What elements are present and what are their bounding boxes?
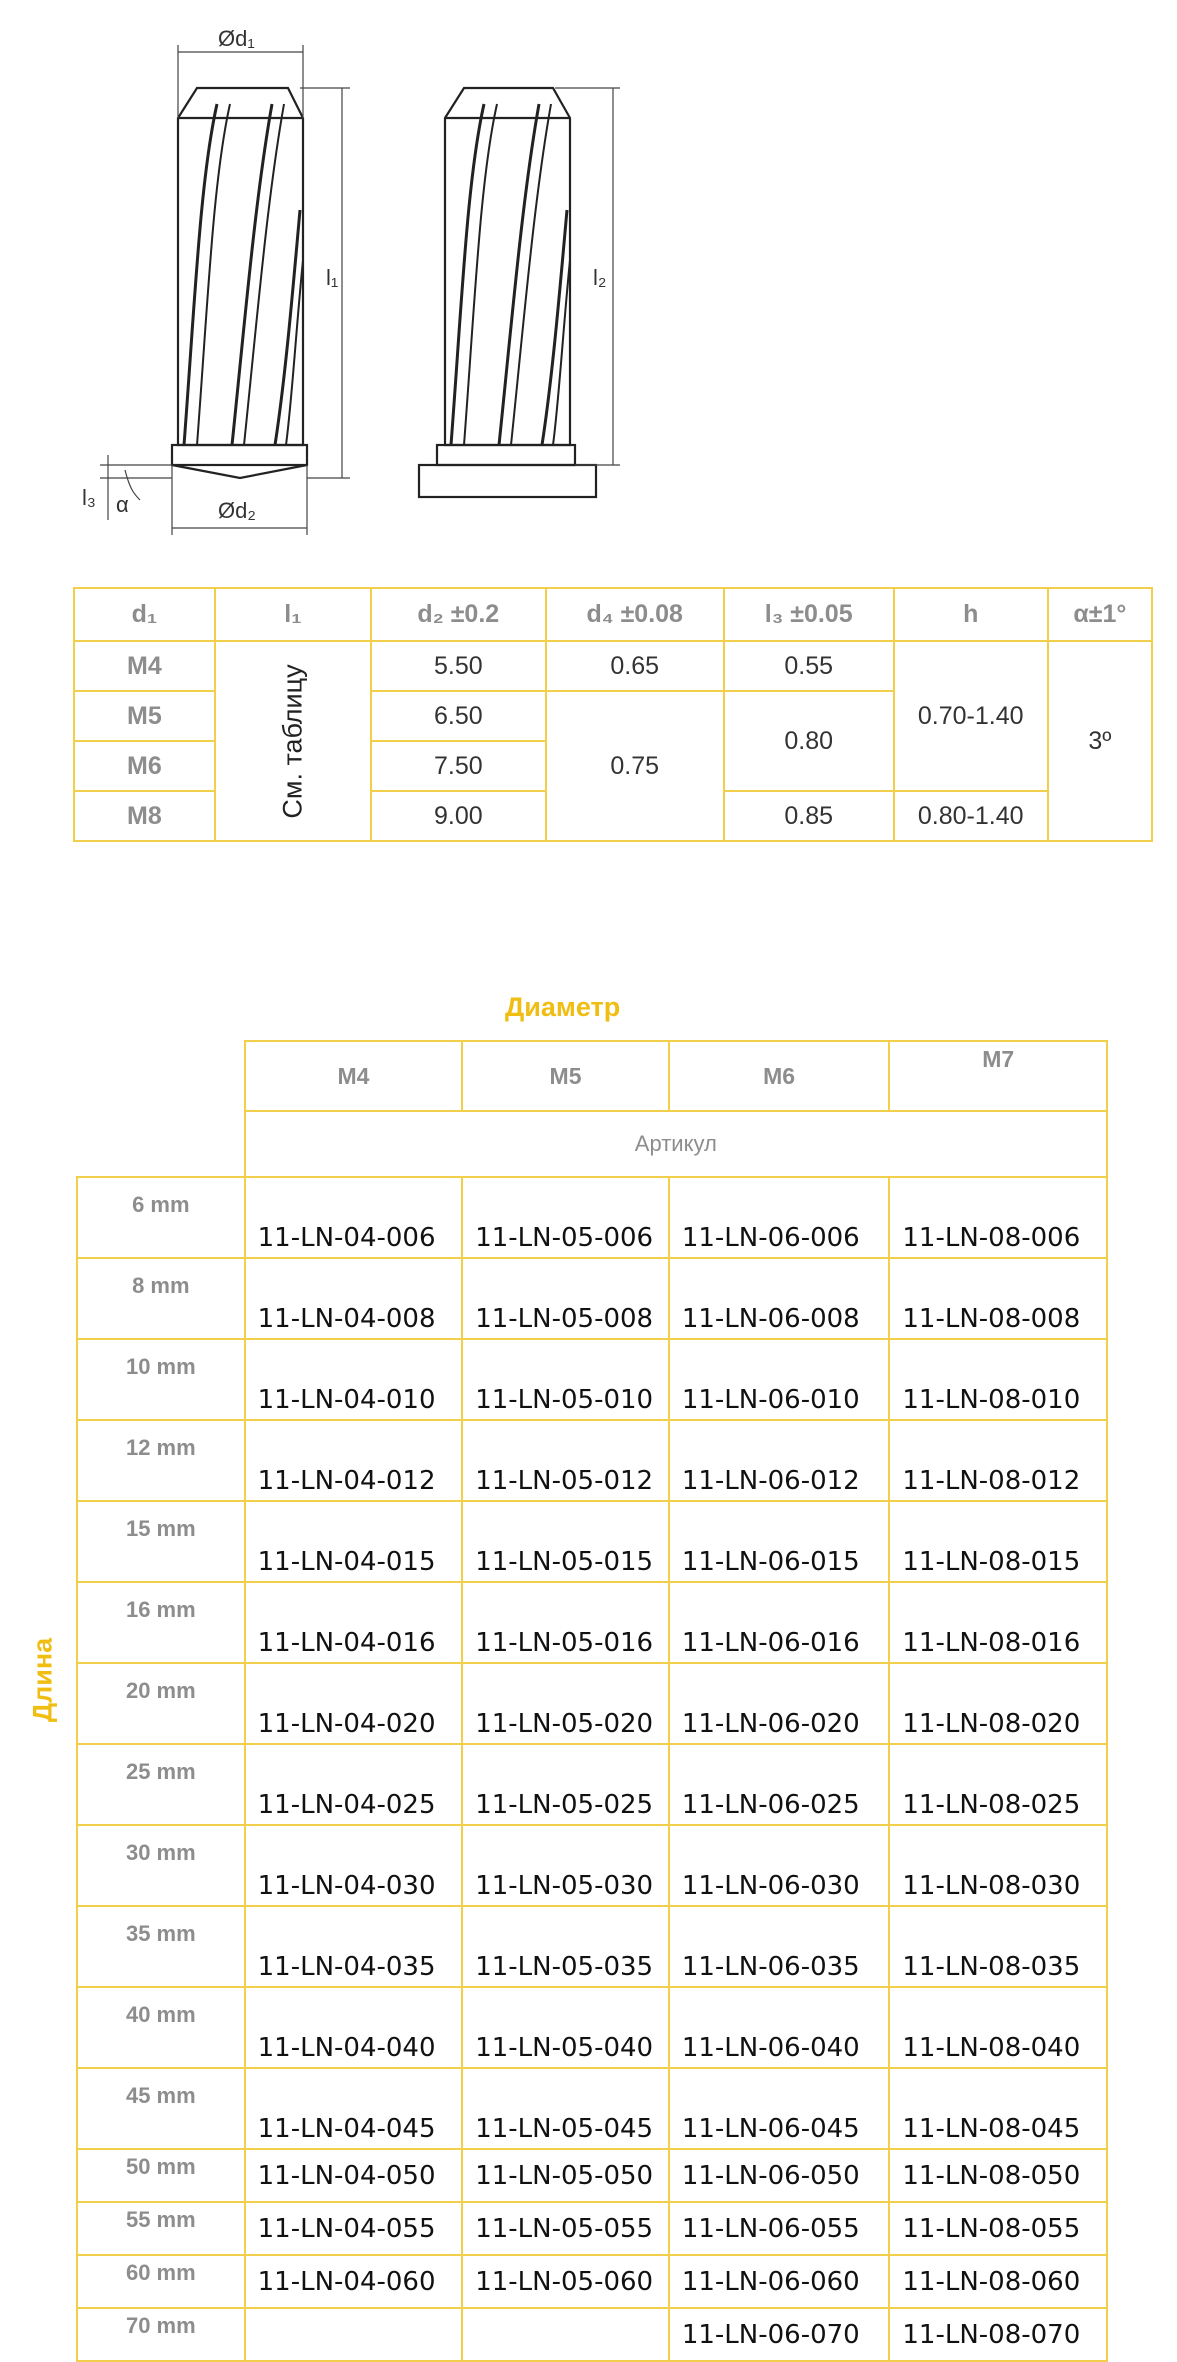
article-code: 11-LN-04-060 — [245, 2255, 463, 2308]
table-row — [77, 1177, 1107, 1258]
spec-header: l₃ ±0.05 — [724, 588, 894, 641]
length-label: 25 mm — [77, 1744, 245, 1825]
spec-h: 0.70-1.40 — [894, 641, 1048, 791]
article-label-row — [77, 1111, 1107, 1177]
table-row — [77, 1501, 1107, 1582]
article-code: 11-LN-06-006 — [669, 1177, 890, 1258]
length-label: 60 mm — [77, 2255, 245, 2308]
spec-row-label: M6 — [74, 741, 215, 791]
length-label: 55 mm — [77, 2202, 245, 2255]
spec-l1-cell — [215, 641, 371, 841]
technical-drawing — [0, 0, 1177, 560]
article-code: 11-LN-06-012 — [669, 1420, 890, 1501]
length-title: Длина — [27, 1637, 58, 1723]
article-code: 11-LN-05-025 — [462, 1744, 669, 1825]
length-label: 40 mm — [77, 1987, 245, 2068]
column-header: M5 — [462, 1041, 669, 1111]
table-row — [77, 1744, 1107, 1825]
corner-cell — [77, 1041, 245, 1111]
article-code: 11-LN-04-055 — [245, 2202, 463, 2255]
article-code: 11-LN-08-015 — [889, 1501, 1107, 1582]
spec-h: 0.80-1.40 — [894, 791, 1048, 841]
article-code: 11-LN-05-020 — [462, 1663, 669, 1744]
spec-row-label: M4 — [74, 641, 215, 691]
corner-cell — [77, 1111, 245, 1177]
article-code: 11-LN-06-055 — [669, 2202, 890, 2255]
article-code: 11-LN-05-045 — [462, 2068, 669, 2149]
article-code: 11-LN-04-030 — [245, 1825, 463, 1906]
article-table — [76, 1040, 1108, 2362]
spec-d2: 9.00 — [371, 791, 546, 841]
table-row — [77, 1663, 1107, 1744]
article-code: 11-LN-05-006 — [462, 1177, 669, 1258]
article-code: 11-LN-06-040 — [669, 1987, 890, 2068]
article-code: 11-LN-05-060 — [462, 2255, 669, 2308]
spec-row — [74, 641, 1152, 691]
diameter-title: Диаметр — [505, 992, 621, 1022]
article-code: 11-LN-04-015 — [245, 1501, 463, 1582]
spec-header: l₁ — [215, 588, 371, 641]
article-code — [462, 2308, 669, 2361]
article-code: 11-LN-05-035 — [462, 1906, 669, 1987]
article-code: 11-LN-04-040 — [245, 1987, 463, 2068]
l1-label: l₁ — [326, 265, 339, 290]
article-code: 11-LN-08-045 — [889, 2068, 1107, 2149]
article-code: 11-LN-08-040 — [889, 1987, 1107, 2068]
spec-d2: 5.50 — [371, 641, 546, 691]
article-code: 11-LN-04-006 — [245, 1177, 463, 1258]
article-code: 11-LN-08-025 — [889, 1744, 1107, 1825]
spec-d2: 7.50 — [371, 741, 546, 791]
article-code: 11-LN-06-045 — [669, 2068, 890, 2149]
l3-label: l₃ — [82, 485, 96, 510]
table-row — [77, 1420, 1107, 1501]
spec-row-label: M8 — [74, 791, 215, 841]
article-code: 11-LN-04-008 — [245, 1258, 463, 1339]
article-code: 11-LN-05-012 — [462, 1420, 669, 1501]
article-code: 11-LN-06-015 — [669, 1501, 890, 1582]
right-insert-base — [419, 465, 596, 497]
alpha-label: α — [116, 492, 129, 517]
length-label: 20 mm — [77, 1663, 245, 1744]
article-code: 11-LN-04-035 — [245, 1906, 463, 1987]
length-label: 15 mm — [77, 1501, 245, 1582]
d2-label: Ød₂ — [218, 498, 256, 523]
table-row — [77, 2149, 1107, 2202]
article-code: 11-LN-05-030 — [462, 1825, 669, 1906]
length-label: 12 mm — [77, 1420, 245, 1501]
article-code: 11-LN-06-060 — [669, 2255, 890, 2308]
length-label: 50 mm — [77, 2149, 245, 2202]
length-label: 70 mm — [77, 2308, 245, 2361]
article-code: 11-LN-06-050 — [669, 2149, 890, 2202]
spec-header: α±1° — [1048, 588, 1152, 641]
article-code: 11-LN-05-010 — [462, 1339, 669, 1420]
spec-l3: 0.55 — [724, 641, 894, 691]
article-code: 11-LN-05-040 — [462, 1987, 669, 2068]
spec-table — [73, 587, 1153, 842]
table-row — [77, 1582, 1107, 1663]
article-code: 11-LN-04-020 — [245, 1663, 463, 1744]
article-code: 11-LN-05-015 — [462, 1501, 669, 1582]
article-code: 11-LN-04-050 — [245, 2149, 463, 2202]
l2-label: l₂ — [593, 265, 607, 290]
article-code: 11-LN-04-025 — [245, 1744, 463, 1825]
article-code: 11-LN-06-035 — [669, 1906, 890, 1987]
spec-alpha: 3º — [1048, 641, 1152, 841]
spec-row-label: M5 — [74, 691, 215, 741]
article-code: 11-LN-06-025 — [669, 1744, 890, 1825]
article-code: 11-LN-08-008 — [889, 1258, 1107, 1339]
article-code: 11-LN-06-030 — [669, 1825, 890, 1906]
article-label: Артикул — [245, 1111, 1107, 1177]
spec-header: d₁ — [74, 588, 215, 641]
length-label: 10 mm — [77, 1339, 245, 1420]
article-code: 11-LN-08-060 — [889, 2255, 1107, 2308]
spec-l1-note: См. таблицу — [277, 663, 308, 819]
article-code: 11-LN-08-050 — [889, 2149, 1107, 2202]
article-code: 11-LN-05-016 — [462, 1582, 669, 1663]
table-row — [77, 2068, 1107, 2149]
spec-l3: 0.85 — [724, 791, 894, 841]
article-code: 11-LN-06-016 — [669, 1582, 890, 1663]
article-code: 11-LN-04-012 — [245, 1420, 463, 1501]
column-header: M7 — [889, 1041, 1107, 1111]
length-label: 45 mm — [77, 2068, 245, 2149]
table-row — [77, 1987, 1107, 2068]
article-code: 11-LN-08-016 — [889, 1582, 1107, 1663]
table-row — [77, 2255, 1107, 2308]
article-code: 11-LN-08-055 — [889, 2202, 1107, 2255]
column-header: M6 — [669, 1041, 890, 1111]
spec-header-row — [74, 588, 1152, 641]
length-label: 8 mm — [77, 1258, 245, 1339]
article-code: 11-LN-06-020 — [669, 1663, 890, 1744]
article-code — [245, 2308, 463, 2361]
article-code: 11-LN-06-010 — [669, 1339, 890, 1420]
length-label: 30 mm — [77, 1825, 245, 1906]
spec-header: d₂ ±0.2 — [371, 588, 546, 641]
article-code: 11-LN-05-008 — [462, 1258, 669, 1339]
article-code: 11-LN-05-055 — [462, 2202, 669, 2255]
d1-label: Ød₁ — [218, 26, 255, 51]
article-code: 11-LN-04-045 — [245, 2068, 463, 2149]
right-insert-collar — [437, 445, 575, 465]
table-row — [77, 1339, 1107, 1420]
spec-d2: 6.50 — [371, 691, 546, 741]
spec-d4: 0.75 — [546, 691, 724, 841]
left-insert-flange — [172, 445, 307, 465]
article-code: 11-LN-04-010 — [245, 1339, 463, 1420]
length-label: 35 mm — [77, 1906, 245, 1987]
article-code: 11-LN-04-016 — [245, 1582, 463, 1663]
spec-d4: 0.65 — [546, 641, 724, 691]
article-code: 11-LN-08-012 — [889, 1420, 1107, 1501]
table-row — [77, 2308, 1107, 2361]
article-code: 11-LN-05-050 — [462, 2149, 669, 2202]
article-table-body — [77, 1177, 1107, 2361]
article-code: 11-LN-08-006 — [889, 1177, 1107, 1258]
column-header: M4 — [245, 1041, 463, 1111]
length-label: 6 mm — [77, 1177, 245, 1258]
spec-header: d₄ ±0.08 — [546, 588, 724, 641]
diameter-header-row — [77, 1041, 1107, 1111]
article-code: 11-LN-08-070 — [889, 2308, 1107, 2361]
length-label: 16 mm — [77, 1582, 245, 1663]
table-row — [77, 1825, 1107, 1906]
article-code: 11-LN-06-070 — [669, 2308, 890, 2361]
article-code: 11-LN-08-030 — [889, 1825, 1107, 1906]
article-code: 11-LN-06-008 — [669, 1258, 890, 1339]
article-code: 11-LN-08-020 — [889, 1663, 1107, 1744]
table-row — [77, 1906, 1107, 1987]
article-code: 11-LN-08-035 — [889, 1906, 1107, 1987]
article-code: 11-LN-08-010 — [889, 1339, 1107, 1420]
spec-l3: 0.80 — [724, 691, 894, 791]
table-row — [77, 1258, 1107, 1339]
spec-header: h — [894, 588, 1048, 641]
